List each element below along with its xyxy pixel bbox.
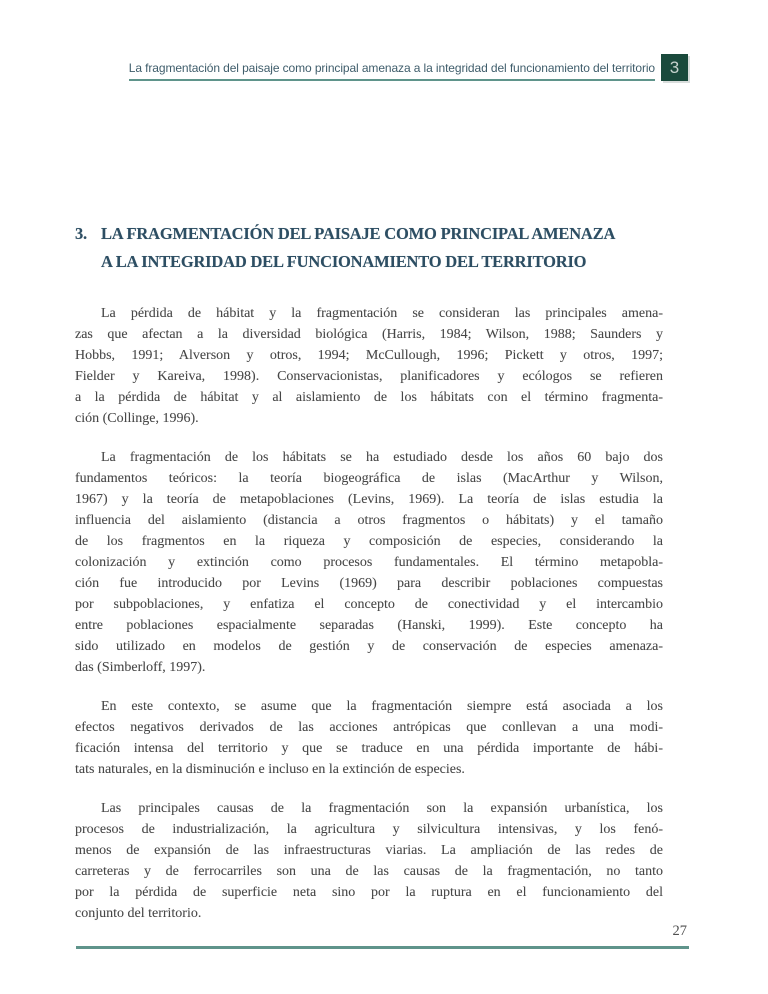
body-text [75, 303, 663, 942]
footer-rule [76, 946, 689, 949]
section-heading [75, 220, 667, 276]
text-line: colonización y extinción como procesos fundamentales. El término metapobla- [75, 555, 663, 570]
section-heading-number: 3. [75, 224, 87, 243]
text-line: La pérdida de hábitat y la fragmentación se consideran las principales amena- [101, 306, 663, 321]
text-line: La fragmentación de los hábitats se ha estudiado desde los años 60 bajo dos [101, 450, 663, 465]
text-line: ción fue introducido por Levins (1969) para describir poblaciones compuestas [75, 576, 663, 591]
text-line: conjunto del territorio. [75, 906, 202, 921]
text-line: das (Simberloff, 1997). [75, 660, 206, 675]
text-line: fundamentos teóricos: la teoría biogeográfica de islas (MacArthur y Wilson, [75, 471, 663, 486]
text-line: sido utilizado en modelos de gestión y de conservación de especies amenaza- [75, 639, 663, 654]
text-line: carreteras y de ferrocarriles son una de las causas de la fragmentación, no tanto [75, 864, 663, 879]
text-line: 1967) y la teoría de metapoblaciones (Levins, 1969). La teoría de islas estudia la [75, 492, 663, 507]
text-line: por la pérdida de superficie neta sino por la ruptura en el funcionamiento del [75, 885, 663, 900]
paragraph [75, 798, 663, 924]
text-line: efectos negativos derivados de las acciones antrópicas que conllevan a una modi- [75, 720, 663, 735]
section-heading-line1: LA FRAGMENTACIÓN DEL PAISAJE COMO PRINCIPAL AMENAZA [101, 224, 616, 243]
text-line: menos de expansión de las infraestructuras viarias. La ampliación de las redes de [75, 843, 663, 858]
chapter-number-badge: 3 [661, 54, 688, 81]
section-heading-text [101, 220, 667, 276]
text-line: influencia del aislamiento (distancia a otros fragmentos o hábitats) y el tamaño [75, 513, 663, 528]
section-heading-line2: A LA INTEGRIDAD DEL FUNCIONAMIENTO DEL TERRITORIO [101, 252, 587, 271]
running-header-title: La fragmentación del paisaje como principal amenaza a la integridad del funcionamiento del territorio [129, 61, 655, 81]
text-line: Las principales causas de la fragmentación son la expansión urbanística, los [101, 801, 663, 816]
text-line: Fielder y Kareiva, 1998). Conservacionistas, planificadores y ecólogos se refieren [75, 369, 663, 384]
page-number: 27 [672, 923, 687, 939]
text-line: En este contexto, se asume que la fragmentación siempre está asociada a los [101, 699, 663, 714]
text-line: ficación intensa del territorio y que se traduce en una pérdida importante de hábi- [75, 741, 663, 756]
text-line: zas que afectan a la diversidad biológica (Harris, 1984; Wilson, 1988; Saunders y [75, 327, 663, 342]
paragraph [75, 447, 663, 678]
text-line: por subpoblaciones, y enfatiza el concepto de conectividad y el intercambio [75, 597, 663, 612]
text-line: procesos de industrialización, la agricultura y silvicultura intensivas, y los fenó- [75, 822, 663, 837]
running-header [75, 54, 688, 81]
text-line: de los fragmentos en la riqueza y composición de especies, considerando la [75, 534, 663, 549]
text-line: a la pérdida de hábitat y al aislamiento de los hábitats con el término fragmenta- [75, 390, 663, 405]
text-line: entre poblaciones espacialmente separadas (Hanski, 1999). Este concepto ha [75, 618, 663, 633]
text-line: tats naturales, en la disminución e incluso en la extinción de especies. [75, 762, 465, 777]
text-line: ción (Collinge, 1996). [75, 411, 199, 426]
paragraph [75, 303, 663, 429]
text-line: Hobbs, 1991; Alverson y otros, 1994; McCullough, 1996; Pickett y otros, 1997; [75, 348, 663, 363]
paragraph [75, 696, 663, 780]
